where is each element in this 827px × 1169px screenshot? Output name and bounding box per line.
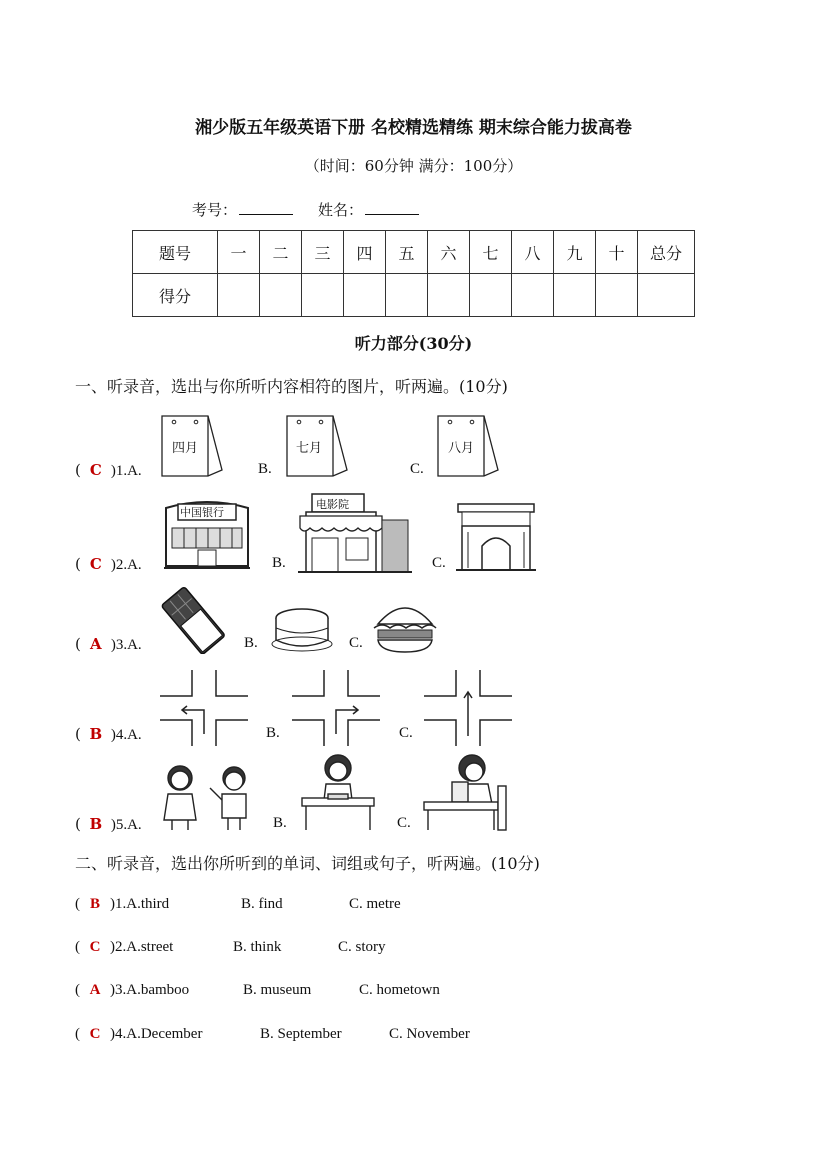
listening-section-title: 听力部分(30分) [354,334,473,353]
part1-question-2: ( C )2.A. [75,555,142,573]
part2-heading: 二、听录音，选出你所听到的单词、词组或句子，听两遍。(10分) [75,854,540,873]
option-c: C. hometown [359,982,440,998]
question-number: )5.A. [110,817,142,833]
part2-question-3: ( A )3.A.bamboo [75,982,190,998]
cake-icon[interactable] [270,604,334,654]
score-cell[interactable] [218,274,260,317]
answer-mark: A [89,982,101,998]
part2-question-2: ( C )2.A.street [75,939,174,955]
option-c-label: C. [432,555,446,571]
score-row-label: 得分 [133,274,218,317]
part1-question-3: ( A )3.A. [75,635,142,653]
part1-question-5: ( B )5.A. [75,815,142,833]
header-cell: 二 [260,231,302,274]
header-cell: 一 [218,231,260,274]
option-a: )1.A.third [110,896,170,912]
exam-number-label: 考号： [192,201,238,219]
exam-number-blank[interactable] [239,200,293,215]
calendar-july-label: 七月 [296,441,323,456]
name-field[interactable] [318,199,419,220]
question-number: )3.A. [110,637,142,653]
header-cell: 六 [428,231,470,274]
header-cell: 三 [302,231,344,274]
page-title: 湘少版五年级英语下册 名校精选精练 期末综合能力拔高卷 [195,118,632,138]
question-number: )4.A. [110,727,142,743]
score-table-header-row [133,231,695,274]
part2-question-4: ( C )4.A.December [75,1026,203,1042]
question-number: )1.A. [110,463,142,479]
answer-mark: B [89,896,100,912]
option-b-label: B. [244,635,258,651]
answer-mark: B [89,815,103,833]
score-cell[interactable] [554,274,596,317]
cinema-sign-label: 电影院 [316,498,349,511]
score-cell[interactable] [386,274,428,317]
option-a: )3.A.bamboo [110,982,190,998]
header-cell: 题号 [133,231,218,274]
answer-mark: C [89,1026,101,1042]
part1-heading: 一、听录音，选出与你所听内容相符的图片，听两遍。(10分) [75,377,508,396]
crossroad-turn-left-icon[interactable] [160,670,248,746]
girl-writing-at-desk-icon[interactable] [298,752,378,832]
answer-mark: A [90,635,102,653]
option-b: B. September [260,1026,342,1042]
answer-mark: C [89,461,102,479]
score-table-score-row [133,274,695,317]
exam-meta: （时间：60分钟 满分：100分） [304,157,523,175]
option-c-label: C. [349,635,363,651]
option-c-label: C. [410,461,424,477]
hamburger-icon[interactable] [372,598,438,656]
option-c-label: C. [399,725,413,741]
score-cell[interactable] [302,274,344,317]
chocolate-bar-icon[interactable] [160,586,228,654]
option-b: B. museum [243,982,312,998]
part1-question-4: ( B )4.A. [75,725,142,743]
option-b-label: B. [266,725,280,741]
answer-mark: B [89,725,103,743]
answer-mark: C [89,939,101,955]
header-cell: 总分 [638,231,695,274]
question-number: )2.A. [110,557,142,573]
children-talking-icon[interactable] [158,762,258,832]
option-c: C. November [389,1026,470,1042]
header-cell: 七 [470,231,512,274]
header-cell: 十 [596,231,638,274]
boy-reading-at-desk-icon[interactable] [422,752,508,832]
option-b-label: B. [272,555,286,571]
name-label: 姓名： [318,201,364,219]
score-cell[interactable] [470,274,512,317]
score-table [132,230,695,317]
bank-sign-label: 中国银行 [180,506,224,519]
exam-number-field[interactable] [192,199,293,220]
calendar-april-label: 四月 [172,441,199,456]
option-b-label: B. [273,815,287,831]
part2-question-1: ( B )1.A.third [75,896,170,912]
calendar-august-label: 八月 [448,441,475,456]
crossroad-turn-right-icon[interactable] [292,670,380,746]
crossroad-go-straight-icon[interactable] [424,670,512,746]
option-c: C. story [338,939,386,955]
option-a: )4.A.December [110,1026,203,1042]
score-cell[interactable] [428,274,470,317]
answer-mark: C [89,555,102,573]
header-cell: 九 [554,231,596,274]
score-cell[interactable] [596,274,638,317]
museum-arch-icon[interactable] [456,498,538,574]
option-b: B. think [233,939,282,955]
header-cell: 五 [386,231,428,274]
option-a: )2.A.street [110,939,174,955]
score-cell[interactable] [512,274,554,317]
option-b-label: B. [258,461,272,477]
name-blank[interactable] [365,200,419,215]
option-b: B. find [241,896,283,912]
header-cell: 八 [512,231,554,274]
score-cell[interactable] [344,274,386,317]
header-cell: 四 [344,231,386,274]
part1-question-1: ( C )1.A. [75,461,142,479]
score-cell[interactable] [260,274,302,317]
option-c-label: C. [397,815,411,831]
score-cell[interactable] [638,274,695,317]
option-c: C. metre [349,896,401,912]
